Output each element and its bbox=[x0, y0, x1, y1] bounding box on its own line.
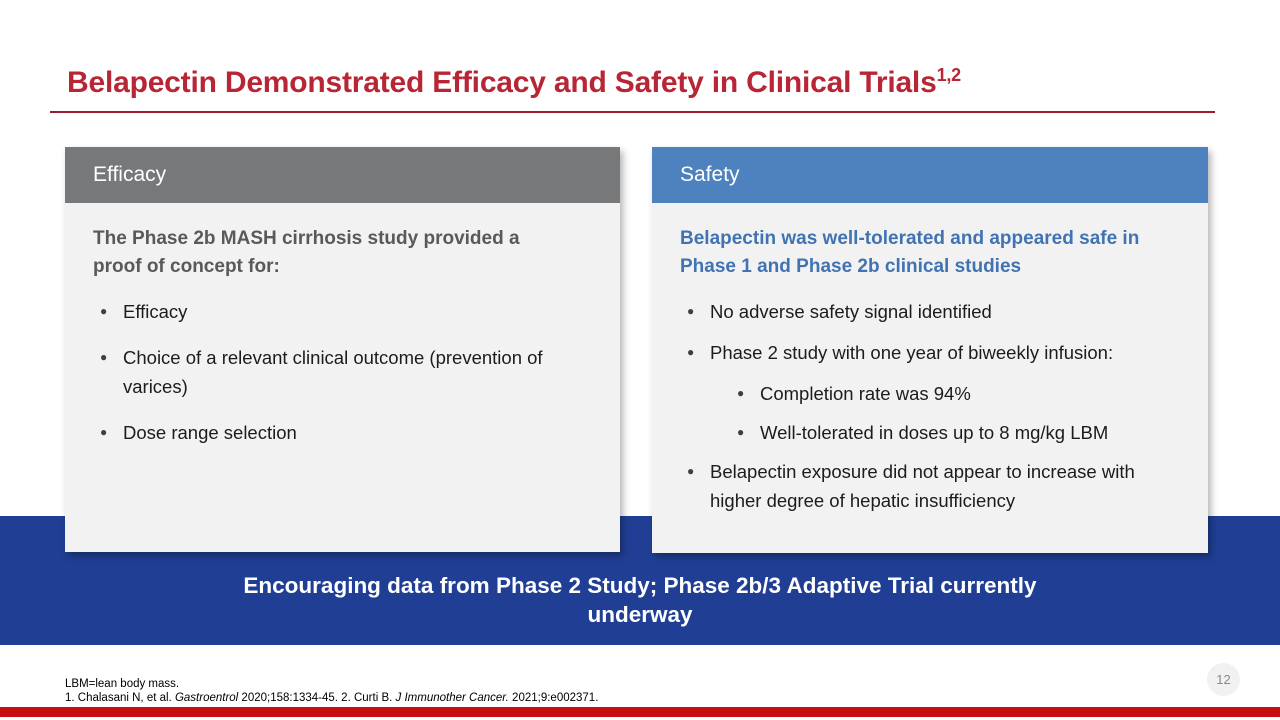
sub-bullet-item bbox=[730, 418, 1184, 447]
sub-bullet-item bbox=[730, 379, 1184, 408]
bullet-text: Choice of a relevant clinical outcome (prevention of varices) bbox=[123, 347, 543, 397]
bullet-dot: ● bbox=[737, 386, 745, 400]
page-title-text: Belapectin Demonstrated Efficacy and Safety in Clinical Trials bbox=[67, 66, 937, 99]
page-number: 12 bbox=[1216, 672, 1231, 687]
title-divider-line bbox=[50, 111, 1215, 113]
bullet-text: No adverse safety signal identified bbox=[710, 301, 992, 322]
safety-card-header bbox=[652, 147, 1208, 203]
safety-card bbox=[652, 147, 1208, 553]
reference-journal: Gastroentrol bbox=[174, 691, 239, 704]
bottom-accent-bar bbox=[0, 707, 1280, 717]
efficacy-card-body bbox=[65, 203, 620, 447]
bullet-dot: ● bbox=[737, 425, 745, 439]
efficacy-card bbox=[65, 147, 620, 552]
footnote-abbreviation: LBM=lean body mass. bbox=[65, 678, 180, 690]
title-superscript: 1,2 bbox=[936, 65, 961, 85]
safety-intro: Belapectin was well-tolerated and appeared safe in Phase 1 and Phase 2b clinical studies bbox=[680, 228, 1140, 277]
bullet-dot: ● bbox=[687, 304, 695, 318]
safety-card-title: Safety bbox=[680, 163, 740, 186]
bullet-text: Dose range selection bbox=[123, 422, 297, 443]
safety-bullet-list bbox=[680, 297, 1184, 515]
reference-text: 2020;158:1334-45. 2. Curti B. bbox=[238, 691, 396, 704]
bullet-dot: ● bbox=[100, 425, 108, 439]
efficacy-intro: The Phase 2b MASH cirrhosis study provided a proof of concept for: bbox=[93, 228, 520, 277]
bullet-text: Completion rate was 94% bbox=[760, 383, 971, 404]
bullet-dot: ● bbox=[100, 304, 108, 318]
efficacy-card-header bbox=[65, 147, 620, 203]
footnotes bbox=[65, 678, 598, 705]
bullet-dot: ● bbox=[100, 350, 108, 364]
reference-journal: J Immunother Cancer. bbox=[395, 691, 509, 704]
bullet-text: Well-tolerated in doses up to 8 mg/kg LBM bbox=[760, 422, 1109, 443]
bullet-item bbox=[680, 338, 1184, 367]
bullet-item bbox=[680, 297, 1184, 326]
efficacy-card-title: Efficacy bbox=[93, 163, 167, 186]
bullet-item bbox=[93, 297, 596, 326]
page-number-badge bbox=[1207, 663, 1240, 696]
efficacy-bullet-list bbox=[93, 297, 596, 447]
bullet-dot: ● bbox=[687, 464, 695, 478]
bullet-item bbox=[680, 457, 1184, 515]
bullet-item bbox=[93, 343, 596, 401]
conclusion-banner-text: Encouraging data from Phase 2 Study; Phase 2b/3 Adaptive Trial currently underway bbox=[243, 573, 1037, 627]
safety-card-body bbox=[652, 203, 1208, 515]
page-title bbox=[67, 66, 1227, 100]
reference-text: 1. Chalasani N, et al. bbox=[65, 691, 175, 704]
reference-text: 2021;9:e002371. bbox=[508, 691, 599, 704]
bullet-text: Phase 2 study with one year of biweekly infusion: bbox=[710, 342, 1114, 363]
bullet-item bbox=[93, 418, 596, 447]
bullet-dot: ● bbox=[687, 345, 695, 359]
bullet-text: Belapectin exposure did not appear to increase with higher degree of hepatic insufficiency bbox=[710, 461, 1135, 511]
bullet-text: Efficacy bbox=[123, 301, 188, 322]
footnote-references bbox=[65, 692, 598, 706]
